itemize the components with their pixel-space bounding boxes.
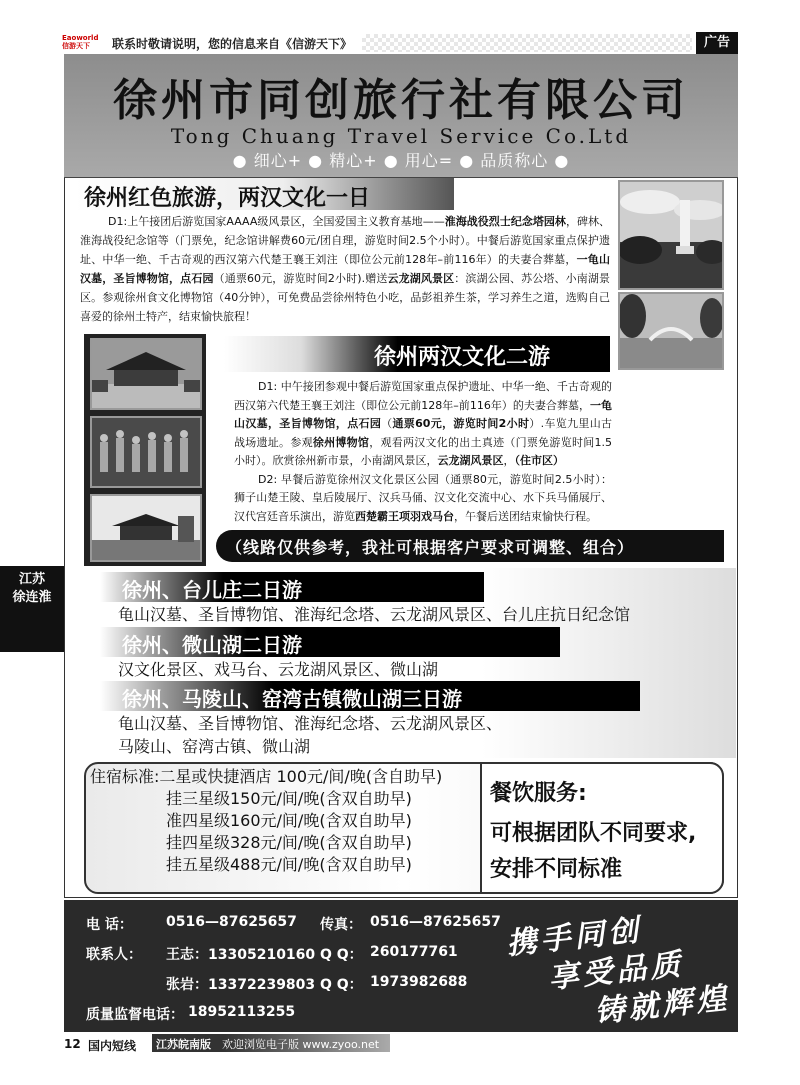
tour1-description: D1:上午接团后游览国家AAAA级风景区，全国爱国主义教育基地——淮海战役烈士纪念塔园林，碑林、淮海战役纪念馆等（门票免，纪念馆讲解费60元/团自理，游览时间2.5个小时）。中餐后游览国家重点保护遗址、中华一绝、千古奇观的西汉第六代楚王襄王刘注（即位公元前128年–前116年）的夫妻合葬墓，一龟山汉墓，圣旨博物馆，点石园（通票60元，游览时间2小时).赠送云龙湖风景区：滨湖公园、苏公塔、小南湖景区。参观徐州食文化博物馆（40分钟），可免费品尝徐州特色小吃，品彭祖养生茶，学习养生之道，选购自己喜爱的徐州土特产，结束愉快旅程！ <box>80 215 611 323</box>
food-service-title: 餐饮服务: <box>490 781 587 806</box>
company-band <box>64 54 738 178</box>
tour1-title-bar <box>74 178 454 210</box>
source-notice: 联系时敬请说明，您的信息来自《信游天下》 <box>112 37 353 51</box>
terracotta-warriors-photo <box>90 416 202 488</box>
accommodation-label: 住宿标准: <box>90 767 160 786</box>
company-name-en: Tong Chuang Travel Service Co.Ltd <box>170 124 632 148</box>
qq-number-1: 260177761 <box>370 944 458 960</box>
route-note-bar <box>216 530 724 562</box>
section-name: 国内短线 <box>88 1039 137 1053</box>
route-note: （线路仅供参考，我社可根据客户要求可调整、组合） <box>226 538 635 557</box>
tour2-day2: D2: 早餐后游览徐州汉文化景区公园（通票80元，游览时间2.5小时）：狮子山楚王陵、皇后陵展厅、汉兵马俑、汉文化交流中心、水下兵马俑展厅、汉代宫廷音乐演出，游览西楚霸王项羽戏马台，午餐后送团结束愉快行程。 <box>234 472 612 523</box>
qq-number-2: 1973982688 <box>370 974 468 990</box>
edition-label: 江苏皖南版 <box>156 1038 211 1051</box>
tour2-title: 徐州两汉文化二游 <box>374 345 551 370</box>
route-3-desc: 龟山汉墓、圣旨博物馆、淮海纪念塔、云龙湖风景区、 马陵山、窑湾古镇、微山湖 <box>118 714 503 756</box>
palace-photo <box>90 338 202 410</box>
top-header <box>62 32 738 54</box>
route-1-desc: 龟山汉墓、圣旨博物馆、淮海纪念塔、云龙湖风景区、台儿庄抗日纪念馆 <box>118 605 631 624</box>
accommodation-standards: 住宿标准:二星或快捷酒店 100元/间/晚(含自助早) 挂三星级150元/间/晚(含双自助早) 准四星级160元/间/晚(含双自助早) 挂四星级328元/间/晚(含双自助早) 挂五星级488元/间/晚(含双自助早) <box>90 767 443 874</box>
qq-label-1: Q Q： <box>320 947 363 963</box>
header-checker-pattern <box>362 34 692 52</box>
tour2-title-bar <box>224 336 610 372</box>
qq-label-2: Q Q： <box>320 977 363 993</box>
company-slogan: ● 细心+ ● 精心+ ● 用心= ● 品质称心 ● <box>232 151 570 170</box>
contact-person-1: 王志：13305210160 <box>166 947 316 963</box>
region-side-tab: 江苏 徐连淮 <box>0 566 64 652</box>
tour2-day1: D1: 中午接团参观中餐后游览国家重点保护遗址、中华一绝、千古奇观的西汉第六代楚王襄王刘注（即位公元前128年–前116年）的夫妻合葬墓，一龟山汉墓，圣旨博物馆，点石园（通票60元，游览时间2小时）.车览九里山古战场遗址。参观徐州博物馆，观看两汉文化的出土真迹（门票免游览时间1.5小时）。欣赏徐州新市景，小南湖风景区，云龙湖风景区，（住市区） <box>234 380 613 467</box>
company-name: 徐州市同创旅行社有限公司 <box>113 75 689 126</box>
phone-number: 0516—87625657 <box>166 914 297 930</box>
food-service-line-1: 可根据团队不同要求, <box>490 821 697 846</box>
contact-person-label: 联系人： <box>86 947 142 963</box>
food-service-line-2: 安排不同标准 <box>490 857 623 882</box>
page-number: 12 <box>64 1037 81 1051</box>
quality-hotline-label: 质量监督电话： <box>86 1007 184 1023</box>
motto-line-2: 享受品质 <box>546 946 686 996</box>
motto-line-3: 铸就辉煌 <box>592 980 732 1030</box>
motto-line-1: 携手同创 <box>504 912 644 962</box>
tour1-title: 徐州红色旅游，两汉文化一日 <box>84 186 371 211</box>
memorial-tower-photo <box>618 180 724 290</box>
pavilion-photo <box>90 494 202 562</box>
contact-person-2: 张岩：13372239803 <box>166 977 316 993</box>
fax-number: 0516—87625657 <box>370 914 501 930</box>
tour2-description <box>234 378 612 526</box>
website-link[interactable]: 欢迎浏览电子版 www.zyoo.net <box>222 1038 380 1051</box>
route-3-title-bar <box>100 681 640 711</box>
quality-hotline-number: 18952113255 <box>188 1004 296 1020</box>
phone-label: 电 话： <box>86 917 133 933</box>
route-2-desc: 汉文化景区、戏马台、云龙湖风景区、微山湖 <box>118 660 439 679</box>
lake-bridge-photo <box>618 292 724 370</box>
ad-tag: 广告 <box>696 32 738 54</box>
route-1-title-bar <box>100 572 484 602</box>
route-1-title: 徐州、台儿庄二日游 <box>122 578 302 602</box>
route-2-title-bar <box>100 627 560 657</box>
fax-label: 传真： <box>320 917 362 933</box>
route-3-title: 徐州、马陵山、窑湾古镇微山湖三日游 <box>122 687 462 711</box>
publisher-logo: Eaoworld 信游天下 <box>62 34 99 50</box>
route-2-title: 徐州、微山湖二日游 <box>122 633 302 657</box>
